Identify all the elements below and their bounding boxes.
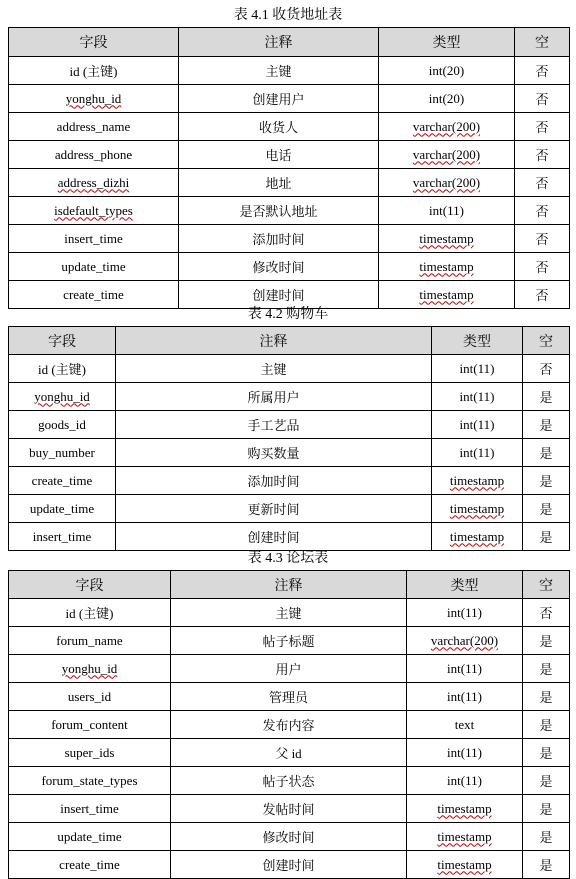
field-cell: super_ids <box>9 739 171 767</box>
field-cell <box>9 197 179 225</box>
table-row <box>9 523 570 551</box>
table-row <box>9 795 570 823</box>
type-cell: int(11) <box>407 739 523 767</box>
field-cell: insert_time <box>9 523 116 551</box>
type-text: timestamp <box>449 472 505 488</box>
comment-cell: 主键 <box>171 599 407 627</box>
header-comment: 注释 <box>116 327 432 355</box>
comment-cell: 父 id <box>171 739 407 767</box>
null-cell: 是 <box>523 711 570 739</box>
field-cell: buy_number <box>9 439 116 467</box>
type-text: varchar(200) <box>412 174 481 190</box>
null-cell: 是 <box>523 851 570 879</box>
table-row <box>9 467 570 495</box>
type-cell <box>379 281 515 309</box>
type-cell: int(11) <box>407 599 523 627</box>
field-cell: id (主键) <box>9 355 116 383</box>
field-text: yonghu_id <box>61 660 118 676</box>
type-text: timestamp <box>437 828 492 844</box>
table-row <box>9 355 570 383</box>
comment-cell: 主键 <box>179 57 379 85</box>
null-cell: 是 <box>523 823 570 851</box>
type-cell <box>379 253 515 281</box>
type-cell <box>379 141 515 169</box>
table-header-row <box>9 28 570 57</box>
field-cell <box>9 85 179 113</box>
field-cell: id (主键) <box>9 57 179 85</box>
comment-cell: 收货人 <box>179 113 379 141</box>
comment-cell: 添加时间 <box>179 225 379 253</box>
field-cell: forum_state_types <box>9 767 171 795</box>
comment-cell: 创建时间 <box>171 851 407 879</box>
field-cell: id (主键) <box>9 599 171 627</box>
table-row <box>9 767 570 795</box>
header-type: 类型 <box>379 28 515 57</box>
null-cell: 否 <box>515 169 570 197</box>
type-text: timestamp <box>419 230 474 246</box>
type-cell: int(11) <box>407 655 523 683</box>
table-row <box>9 851 570 879</box>
field-text: yonghu_id <box>34 388 90 404</box>
table-row <box>9 627 570 655</box>
type-cell: text <box>407 711 523 739</box>
field-cell: forum_name <box>9 627 171 655</box>
field-cell: update_time <box>9 253 179 281</box>
header-null: 空 <box>523 571 570 599</box>
null-cell: 是 <box>523 627 570 655</box>
table-row <box>9 711 570 739</box>
address-table <box>8 27 570 309</box>
table-row <box>9 739 570 767</box>
field-cell: create_time <box>9 851 171 879</box>
comment-cell: 主键 <box>116 355 432 383</box>
comment-cell: 是否默认地址 <box>179 197 379 225</box>
comment-cell: 修改时间 <box>171 823 407 851</box>
type-cell <box>407 795 523 823</box>
comment-cell: 更新时间 <box>116 495 432 523</box>
null-cell: 是 <box>523 795 570 823</box>
field-cell: users_id <box>9 683 171 711</box>
type-text: varchar(200) <box>412 146 481 162</box>
header-type: 类型 <box>407 571 523 599</box>
null-cell: 否 <box>515 113 570 141</box>
null-cell: 否 <box>515 253 570 281</box>
type-cell <box>379 113 515 141</box>
table-row <box>9 683 570 711</box>
null-cell: 是 <box>523 523 570 551</box>
type-cell <box>407 627 523 655</box>
header-comment: 注释 <box>179 28 379 57</box>
type-text: timestamp <box>449 500 505 516</box>
table-row <box>9 281 570 309</box>
field-cell <box>9 169 179 197</box>
type-cell <box>379 169 515 197</box>
field-cell: address_phone <box>9 141 179 169</box>
comment-cell: 帖子状态 <box>171 767 407 795</box>
type-text: varchar(200) <box>412 118 481 134</box>
type-cell <box>432 523 523 551</box>
comment-cell: 购买数量 <box>116 439 432 467</box>
header-field: 字段 <box>9 571 171 599</box>
comment-cell: 创建时间 <box>116 523 432 551</box>
header-null: 空 <box>523 327 570 355</box>
null-cell: 是 <box>523 467 570 495</box>
table-row <box>9 169 570 197</box>
field-cell <box>9 383 116 411</box>
null-cell: 是 <box>523 495 570 523</box>
comment-cell: 发帖时间 <box>171 795 407 823</box>
comment-cell: 创建时间 <box>179 281 379 309</box>
table-row <box>9 141 570 169</box>
field-cell: create_time <box>9 467 116 495</box>
comment-cell: 修改时间 <box>179 253 379 281</box>
type-cell: int(11) <box>379 197 515 225</box>
header-field: 字段 <box>9 327 116 355</box>
table-caption-cart: 表 4.2 购物车 <box>247 307 329 322</box>
null-cell: 否 <box>523 599 570 627</box>
null-cell: 是 <box>523 767 570 795</box>
type-cell <box>407 823 523 851</box>
type-cell: int(11) <box>407 683 523 711</box>
header-comment: 注释 <box>171 571 407 599</box>
comment-cell: 电话 <box>179 141 379 169</box>
type-cell: int(11) <box>432 439 523 467</box>
null-cell: 是 <box>523 739 570 767</box>
type-text: timestamp <box>419 286 474 302</box>
null-cell: 是 <box>523 655 570 683</box>
comment-cell: 创建用户 <box>179 85 379 113</box>
null-cell: 是 <box>523 411 570 439</box>
field-cell: create_time <box>9 281 179 309</box>
comment-cell: 用户 <box>171 655 407 683</box>
comment-cell: 帖子标题 <box>171 627 407 655</box>
null-cell: 否 <box>515 57 570 85</box>
field-cell <box>9 655 171 683</box>
header-null: 空 <box>515 28 570 57</box>
null-cell: 是 <box>523 383 570 411</box>
null-cell: 否 <box>515 197 570 225</box>
comment-cell: 手工艺品 <box>116 411 432 439</box>
type-cell: int(11) <box>432 355 523 383</box>
comment-cell: 管理员 <box>171 683 407 711</box>
field-cell: forum_content <box>9 711 171 739</box>
table-row <box>9 197 570 225</box>
field-cell: address_name <box>9 113 179 141</box>
type-cell <box>432 495 523 523</box>
null-cell: 否 <box>515 85 570 113</box>
type-cell <box>379 225 515 253</box>
comment-cell: 所属用户 <box>116 383 432 411</box>
type-text: timestamp <box>419 258 474 274</box>
type-cell <box>432 467 523 495</box>
table-caption-forum: 表 4.3 论坛表 <box>247 551 329 566</box>
cart-table <box>8 326 570 551</box>
comment-cell: 添加时间 <box>116 467 432 495</box>
type-cell: int(11) <box>432 411 523 439</box>
table-row <box>9 113 570 141</box>
table-caption-address: 表 4.1 收货地址表 <box>233 8 343 23</box>
type-text: varchar(200) <box>430 632 499 648</box>
forum-table <box>8 570 570 879</box>
field-cell: goods_id <box>9 411 116 439</box>
header-field: 字段 <box>9 28 179 57</box>
type-cell: int(20) <box>379 85 515 113</box>
table-row <box>9 599 570 627</box>
type-cell: int(11) <box>432 383 523 411</box>
type-cell: int(20) <box>379 57 515 85</box>
null-cell: 否 <box>515 281 570 309</box>
null-cell: 是 <box>523 439 570 467</box>
field-cell: insert_time <box>9 795 171 823</box>
table-header-row <box>9 571 570 599</box>
null-cell: 是 <box>523 683 570 711</box>
type-cell <box>407 851 523 879</box>
table-row <box>9 495 570 523</box>
null-cell: 否 <box>515 225 570 253</box>
field-text: address_dizhi <box>57 174 130 190</box>
field-text: isdefault_types <box>54 202 133 218</box>
type-text: timestamp <box>437 856 492 872</box>
table-row <box>9 253 570 281</box>
type-text: timestamp <box>449 528 505 544</box>
null-cell: 否 <box>523 355 570 383</box>
table-row <box>9 823 570 851</box>
comment-cell: 发布内容 <box>171 711 407 739</box>
comment-cell: 地址 <box>179 169 379 197</box>
field-cell: update_time <box>9 823 171 851</box>
field-cell: insert_time <box>9 225 179 253</box>
null-cell: 否 <box>515 141 570 169</box>
table-row <box>9 655 570 683</box>
header-type: 类型 <box>432 327 523 355</box>
table-header-row <box>9 327 570 355</box>
field-text: yonghu_id <box>65 90 122 106</box>
type-cell: int(11) <box>407 767 523 795</box>
table-row <box>9 439 570 467</box>
table-row <box>9 383 570 411</box>
table-row <box>9 57 570 85</box>
table-row <box>9 411 570 439</box>
table-row <box>9 225 570 253</box>
table-row <box>9 85 570 113</box>
type-text: timestamp <box>437 800 492 816</box>
field-cell: update_time <box>9 495 116 523</box>
